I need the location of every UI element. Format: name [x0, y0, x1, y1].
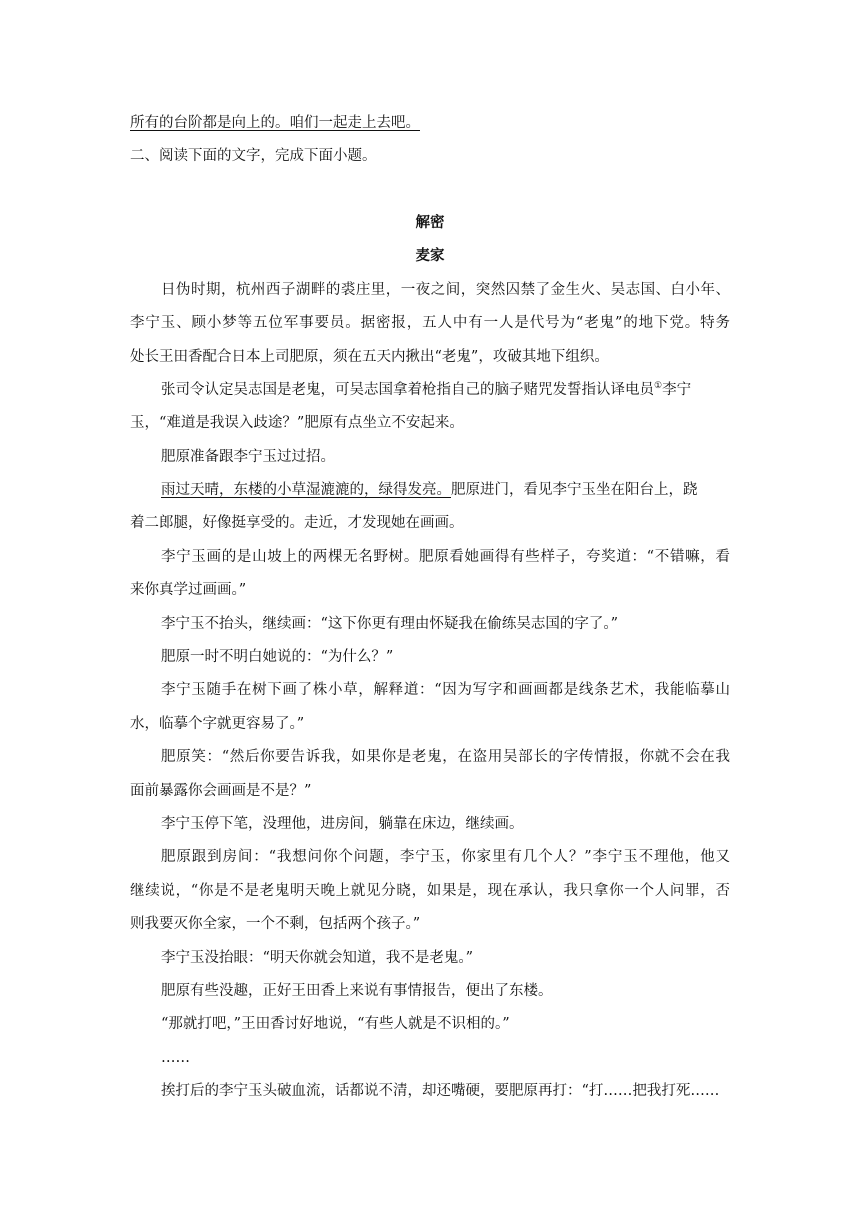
paragraph-line: 李宁玉不抬头，继续画：“这下你更有理由怀疑我在偷练吴志国的字了。”: [161, 616, 619, 632]
paragraph-line: 玉，“难道是我误入歧途？”肥原有点坐立不安起来。: [130, 415, 464, 431]
paragraph-line: 来你真学过画画。”: [130, 582, 247, 598]
paragraph-line: 肥原一时不明白她说的：“为什么？”: [161, 649, 394, 665]
article-author: 麦家: [415, 247, 445, 264]
paragraph-line: 则我要灭你全家，一个不剩，包括两个孩子。”: [130, 916, 421, 932]
ellipsis-line: ……: [161, 1050, 190, 1066]
paragraph-line: 肥原准备跟李宁玉过过招。: [161, 449, 335, 465]
paragraph-text: 李宁: [662, 382, 692, 398]
article-title: 解密: [415, 214, 445, 231]
paragraph-line: 李宁玉、顾小梦等五位军事要员。据密报，五人中有一人是代号为“老鬼”的地下党。特务: [130, 315, 730, 331]
footnote-mark: ①: [654, 381, 663, 392]
paragraph-line: 肥原跟到房间：“我想问你个问题，李宁玉，你家里有几个人？”李宁玉不理他，他又: [161, 849, 730, 865]
paragraph-line: [161, 380, 730, 400]
paragraph-line: 李宁玉停下笔，没理他，进房间，躺靠在床边，继续画。: [161, 816, 524, 832]
paragraph-line: 肥原有些没趣，正好王田香上来说有事情报告，便出了东楼。: [161, 983, 553, 999]
paragraph-line: 处长王田香配合日本上司肥原，须在五天内揪出“老鬼”，攻破其地下组织。: [130, 349, 609, 365]
underlined-sentence: 雨过天晴，东楼的小草湿漉漉的，绿得发亮。: [161, 482, 451, 498]
paragraph-line: 李宁玉画的是山坡上的两棵无名野树。肥原看她画得有些样子，夸奖道：“不错嘛，看: [161, 549, 730, 565]
paragraph-line: 面前暴露你会画画是不是？”: [130, 783, 312, 799]
paragraph-line: 水，临摹个字就更容易了。”: [130, 716, 305, 732]
paragraph-text: 肥原进门，看见李宁玉坐在阳台上，跷: [451, 482, 698, 498]
paragraph-line: 肥原笑：“然后你要告诉我，如果你是老鬼，在盗用吴部长的字传情报，你就不会在我: [161, 749, 730, 765]
paragraph-line: 李宁玉没抬眼：“明天你就会知道，我不是老鬼。”: [161, 950, 474, 966]
lead-sentence: 所有的台阶都是向上的。咱们一起走上去吧。: [130, 115, 420, 131]
paragraph-text: 张司令认定吴志国是老鬼，可吴志国拿着枪指自己的脑子赌咒发誓指认译电员: [161, 382, 654, 398]
paragraph-line: 挨打后的李宁玉头破血流，话都说不清，却还嘴硬，要肥原再打：“打……把我打死……: [161, 1083, 720, 1099]
paragraph-line: 继续说，“你是不是老鬼明天晚上就见分晓，如果是，现在承认，我只拿你一个人问罪，否: [130, 883, 730, 899]
question-heading: 二、阅读下面的文字，完成下面小题。: [130, 148, 377, 164]
paragraph-line: 着二郎腿，好像挺享受的。走近，才发现她在画画。: [130, 515, 464, 531]
paragraph-line: 日伪时期，杭州西子湖畔的裘庄里，一夜之间，突然囚禁了金生火、吴志国、白小年、: [161, 282, 730, 298]
paragraph-line: “那就打吧，”王田香讨好地说，“有些人就是不识相的。”: [161, 1016, 510, 1032]
paragraph-line: 李宁玉随手在树下画了株小草，解释道：“因为写字和画画都是线条艺术，我能临摹山: [161, 682, 730, 698]
paragraph-line: [161, 480, 730, 500]
